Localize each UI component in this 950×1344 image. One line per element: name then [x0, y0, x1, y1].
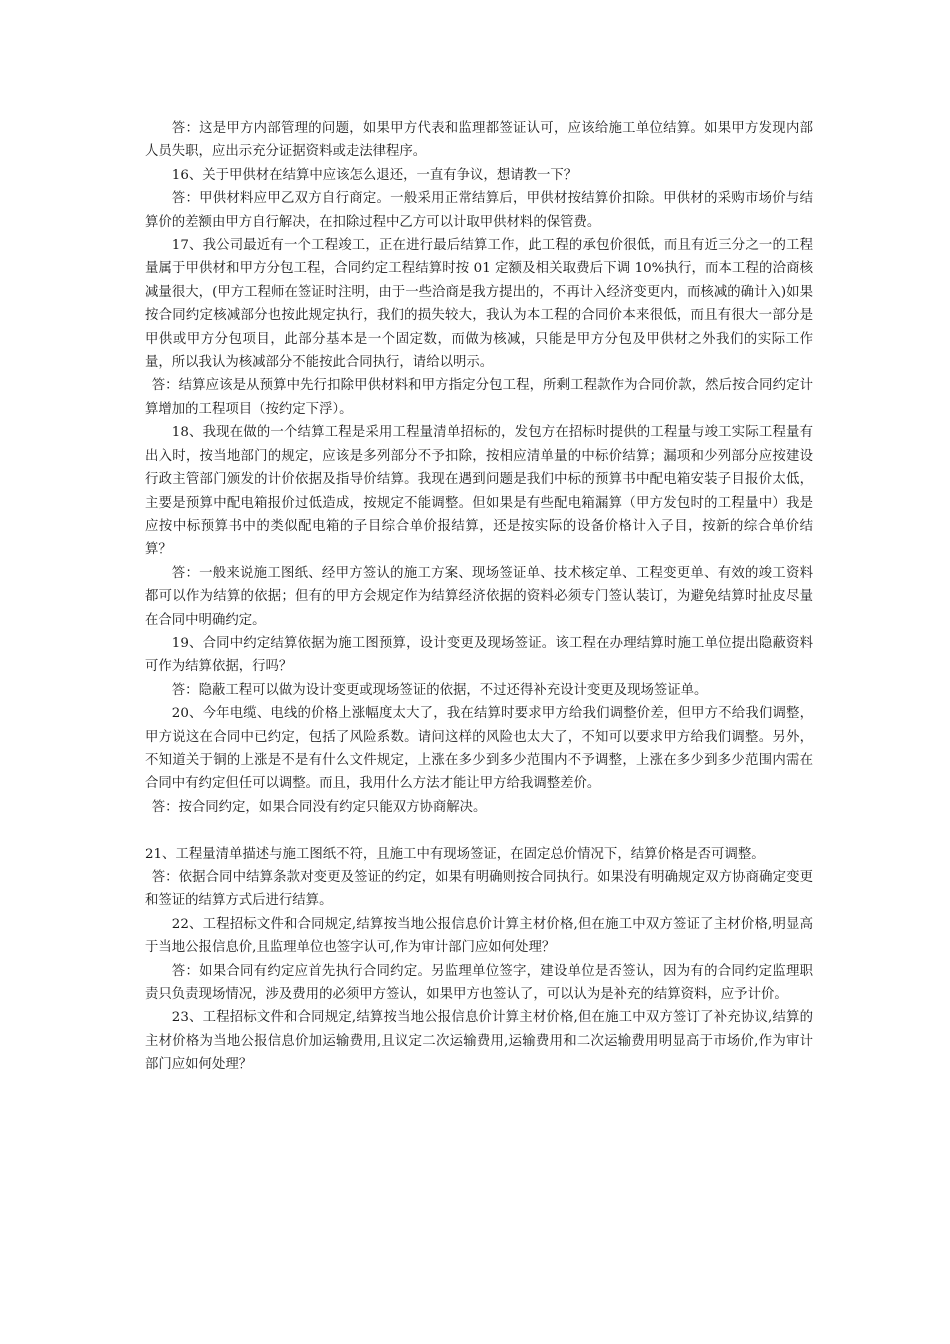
question-18: 18、我现在做的一个结算工程是采用工程量清单招标的，发包方在招标时提供的工程量与竣工实际工程量有出入时，按当地部门的规定，应该是多列部分不予扣除，按相应清单量的中标价结算；漏项和少列部分应按建设行政主管部门颁发的计价依据及指导价结算。我现在遇到问题是我们中标的预算书中配电箱安装子目报价太低，主要是预算中配电箱报价过低造成，按规定不能调整。但如果是有些配电箱漏算（甲方发包时的工程量中）我是应按中标预算书中的类似配电箱的子目综合单价报结算，还是按实际的设备价格计入子目，按新的综合单价结算？ [145, 425, 813, 558]
question-16: 16、关于甲供材在结算中应该怎么退还，一直有争议，想请教一下？ [171, 167, 578, 183]
answer-22: 答：如果合同有约定应首先执行合同约定。另监理单位签字，建设单位是否签认，因为有的合同约定监理职责只负责现场情况，涉及费用的必须甲方签认，如果甲方也签认了，可以认为是补充的结算资料，应予计价。 [145, 963, 813, 1003]
answer-16: 答：甲供材料应甲乙双方自行商定。一般采用正常结算后，甲供材按结算价扣除。甲供材的采购市场价与结算价的差额由甲方自行解决，在扣除过程中乙方可以计取甲供材料的保管费。 [145, 191, 813, 230]
answer-21: 答：依据合同中结算条款对变更及签证的约定，如果有明确则按合同执行。如果没有明确规定双方协商确定变更和签证的结算方式后进行结算。 [145, 869, 813, 909]
answer-19: 答：隐蔽工程可以做为设计变更或现场签证的依据，不过还得补充设计变更及现场签证单。 [171, 682, 708, 698]
answer-18: 答：一般来说施工图纸、经甲方签认的施工方案、现场签证单、技术核定单、工程变更单、有效的竣工资料都可以作为结算的依据；但有的甲方会规定作为结算经济依据的资料必须专门签认装订，为避免结算时扯皮尽量在合同中明确约定。 [145, 565, 813, 628]
question-17: 17、我公司最近有一个工程竣工，正在进行最后结算工作，此工程的承包价很低，而且有近三分之一的工程量属于甲供材和甲方分包工程，合同约定工程结算时按 01 定额及相关取费后下调 10%执行，而本工程的洽商核减量很大，(甲方工程师在签证时注明，由于一些洽商是我方提出的，不再计入经济变更内，而核减的确计入)如果按合同约定核减部分也按此规定执行，我们的损失较大，我认为本工程的合同价本来很低，而且有很大一部分是甲供或甲方分包项目，此部分基本是一个固定数，而做为核减，只能是甲方分包及甲供材之外我们的实际工作量，所以我认为核减部分不能按此合同执行，请给以明示。 [145, 238, 813, 371]
question-19: 19、合同中约定结算依据为施工图预算，设计变更及现场签证。该工程在办理结算时施工单位提出隐蔽资料可作为结算依据，行吗？ [145, 635, 813, 675]
question-23: 23、工程招标文件和合同规定,结算按当地公报信息价计算主材价格,但在施工中双方签订了补充协议,结算的主材价格为当地公报信息价加运输费用,且议定二次运输费用,运输费用和二次运输费用明显高于市场价,作为审计部门应如何处理？ [145, 1010, 813, 1073]
question-20: 20、今年电缆、电线的价格上涨幅度太大了，我在结算时要求甲方给我们调整价差，但甲方不给我们调整，甲方说这在合同中已约定，包括了风险系数。请问这样的风险也太大了，不知可以要求甲方给我们调整。另外，不知道关于铜的上涨是不是有什么文件规定，上涨在多少到多少范围内不予调整，上涨在多少到多少范围内需在合同中有约定但任可以调整。而且，我用什么方法才能让甲方给我调整差价。 [145, 706, 813, 792]
answer-20: 答：按合同约定，如果合同没有约定只能双方协商解决。 [151, 799, 487, 815]
answer-15: 答：这是甲方内部管理的问题，如果甲方代表和监理都签证认可，应该给施工单位结算。如果甲方发现内部人员失职，应出示充分证据资料或走法律程序。 [145, 121, 813, 160]
answer-17: 答：结算应该是从预算中先行扣除甲供材料和甲方指定分包工程，所剩工程款作为合同价款，然后按合同约定计算增加的工程项目（按约定下浮）。 [145, 378, 813, 417]
question-22: 22、工程招标文件和合同规定,结算按当地公报信息价计算主材价格,但在施工中双方签证了主材价格,明显高于当地公报信息价,且监理单位也签字认可,作为审计部门应如何处理？ [145, 916, 813, 956]
question-21: 21、工程量清单描述与施工图纸不符，且施工中有现场签证，在固定总价情况下，结算价格是否可调整。 [145, 846, 765, 862]
document-body [145, 117, 813, 1077]
paragraph-gap [145, 819, 813, 842]
